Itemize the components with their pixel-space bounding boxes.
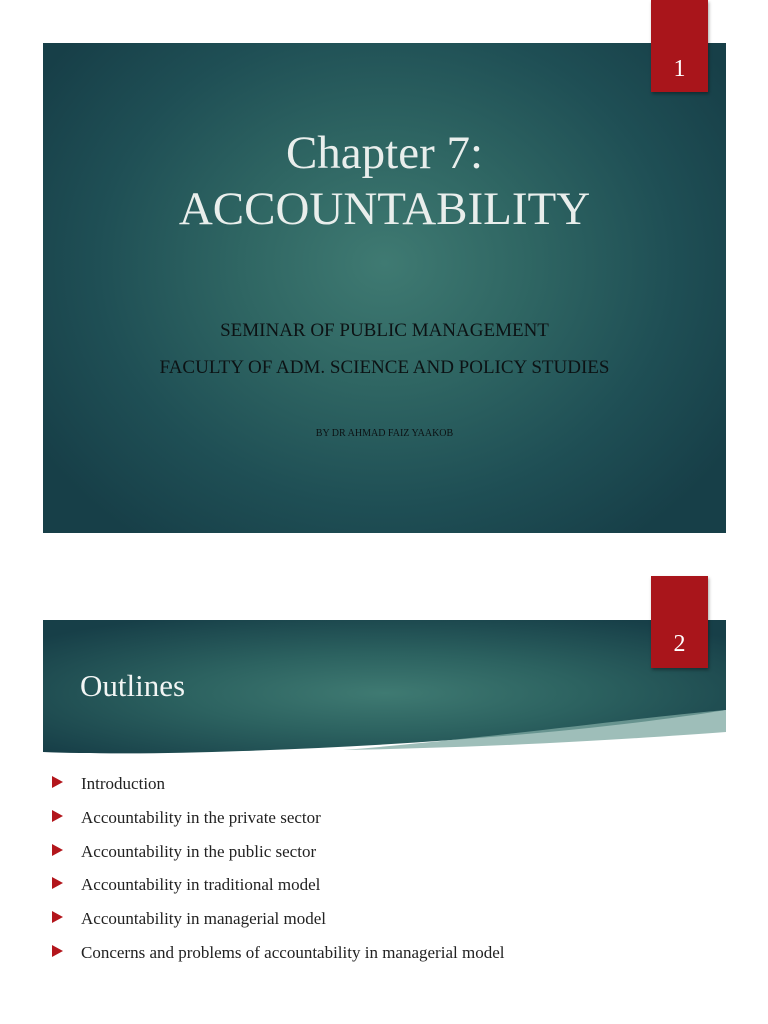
list-item [52,805,732,839]
triangle-right-icon [52,776,63,788]
list-item-text: Accountability in the public sector [81,841,317,861]
subtitle-line-2: FACULTY OF ADM. SCIENCE AND POLICY STUDIES [159,357,610,378]
title-line-2: ACCOUNTABILITY [178,183,591,235]
slide-number-2: 2 [673,631,686,657]
outline-list [52,771,732,974]
triangle-right-icon [52,945,63,957]
slide-number-1: 1 [673,56,686,82]
triangle-right-icon [52,911,63,923]
slide-title [43,125,726,237]
list-item [52,906,732,940]
list-item-text: Accountability in managerial model [81,909,327,929]
list-item-text: Accountability in the private sector [81,807,321,827]
list-item [52,839,732,873]
subtitle-line-1: SEMINAR OF PUBLIC MANAGEMENT [220,320,549,341]
list-item [52,771,732,805]
triangle-right-icon [52,810,63,822]
title-line-1: Chapter 7: [285,127,484,179]
outline-slide-header [43,620,726,760]
author-byline: BY DR AHMAD FAIZ YAAKOB [315,428,454,439]
list-item-text: Accountability in traditional model [81,875,321,895]
slide-number-badge-2 [651,576,708,668]
title-slide [43,43,726,533]
list-item [52,940,732,974]
triangle-right-icon [52,844,63,856]
list-item-text: Introduction [81,774,166,793]
list-item-text: Concerns and problems of accountability in managerial model [81,942,505,962]
slide-number-badge-1 [651,0,708,92]
list-item [52,872,732,906]
triangle-right-icon [52,877,63,889]
outline-heading: Outlines [80,668,186,703]
